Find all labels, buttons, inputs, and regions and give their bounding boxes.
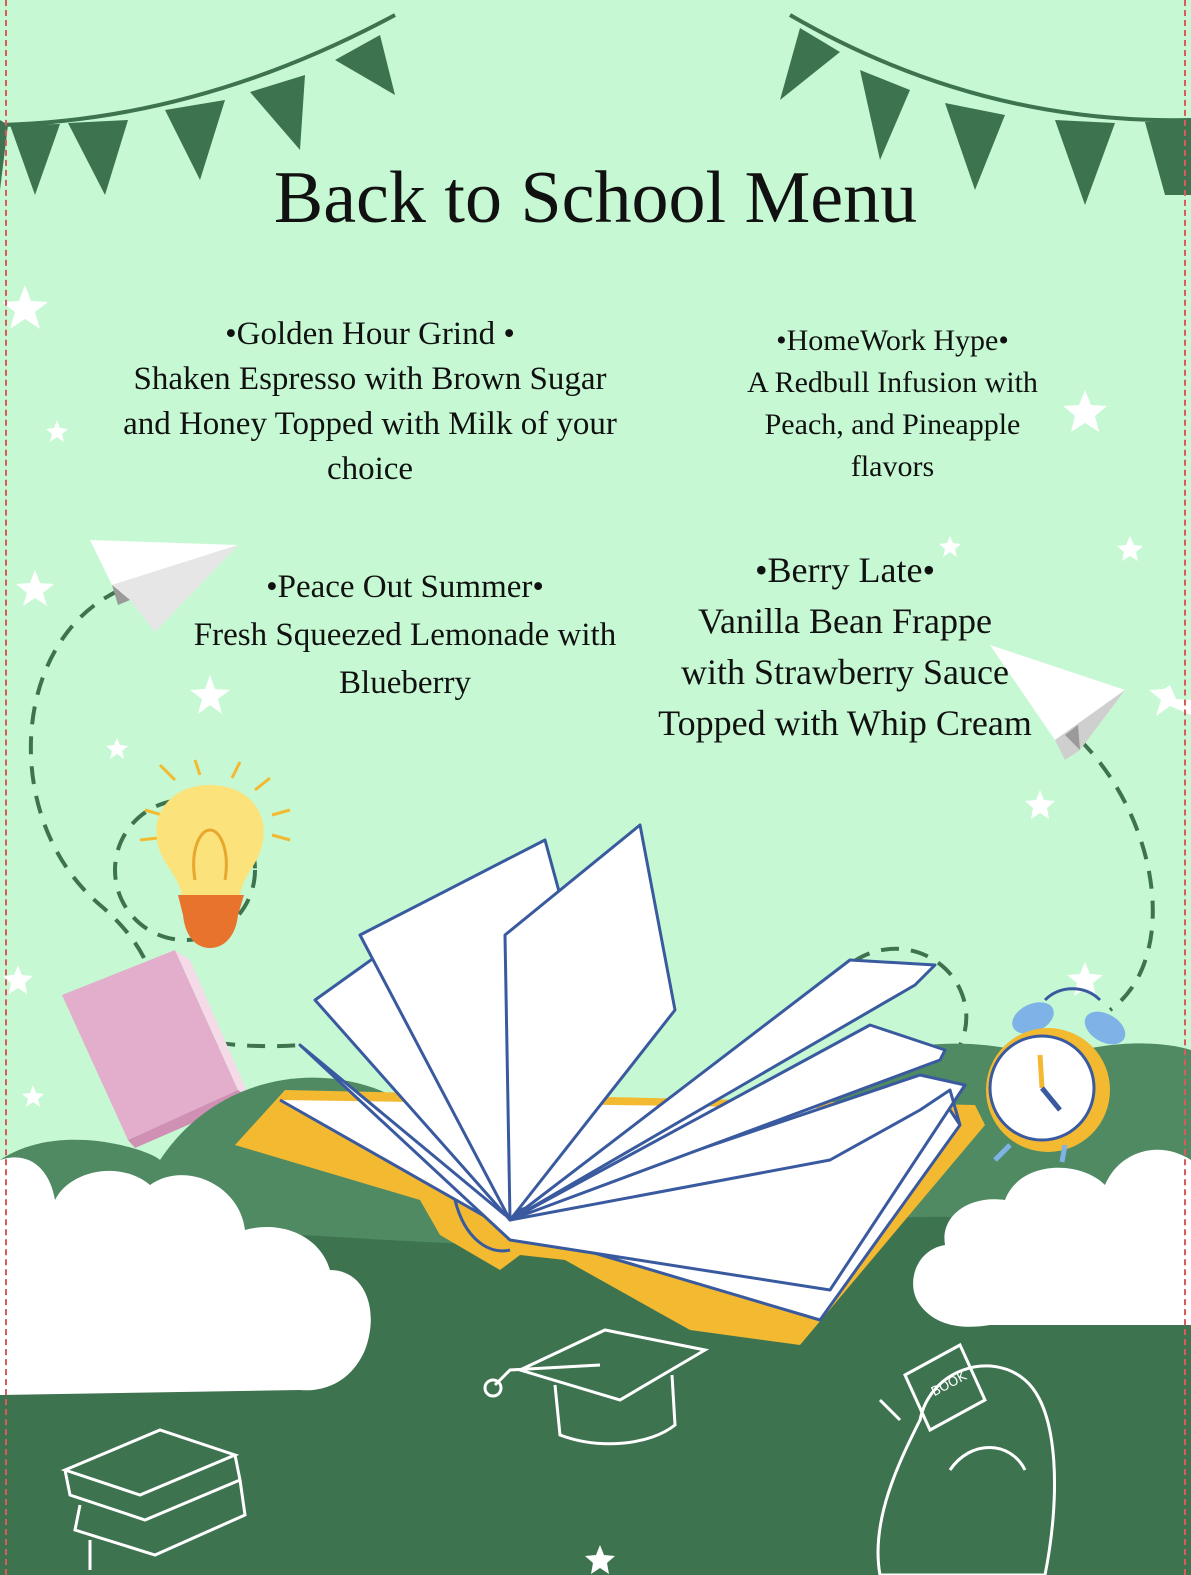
star-icon <box>3 965 33 994</box>
menu-item-name: •HomeWork Hype• <box>776 324 1009 357</box>
star-icon <box>22 1085 44 1107</box>
menu-item-berry-late <box>620 545 1070 749</box>
star-icon <box>1117 536 1143 561</box>
backpack-book-label: BOOK <box>928 1369 970 1400</box>
star-icon <box>1025 790 1055 819</box>
menu-item-description: Vanilla Bean Frappe with Strawberry Sauce Topped with Whip Cream <box>658 601 1032 743</box>
menu-item-golden-hour-grind <box>80 312 660 492</box>
star-icon <box>46 420 68 442</box>
menu-item-name: •Peace Out Summer• <box>266 569 544 605</box>
menu-item-description: Shaken Espresso with Brown Sugar and Honey Topped with Milk of your choice <box>123 361 617 487</box>
star-icon <box>106 738 128 759</box>
light-bulb-icon <box>140 760 290 948</box>
menu-item-name: •Golden Hour Grind • <box>225 316 515 352</box>
menu-title: Back to School Menu <box>273 157 918 239</box>
menu-item-name: •Berry Late• <box>754 550 936 590</box>
menu-item-peace-out-summer <box>150 563 660 707</box>
menu-item-description: A Redbull Infusion with Peach, and Pineapple flavors <box>747 366 1038 483</box>
star-icon <box>16 570 54 606</box>
star-icon <box>2 285 48 329</box>
menu-item-description: Fresh Squeezed Lemonade with Blueberry <box>193 617 617 701</box>
menu-item-homework-hype <box>700 320 1085 488</box>
